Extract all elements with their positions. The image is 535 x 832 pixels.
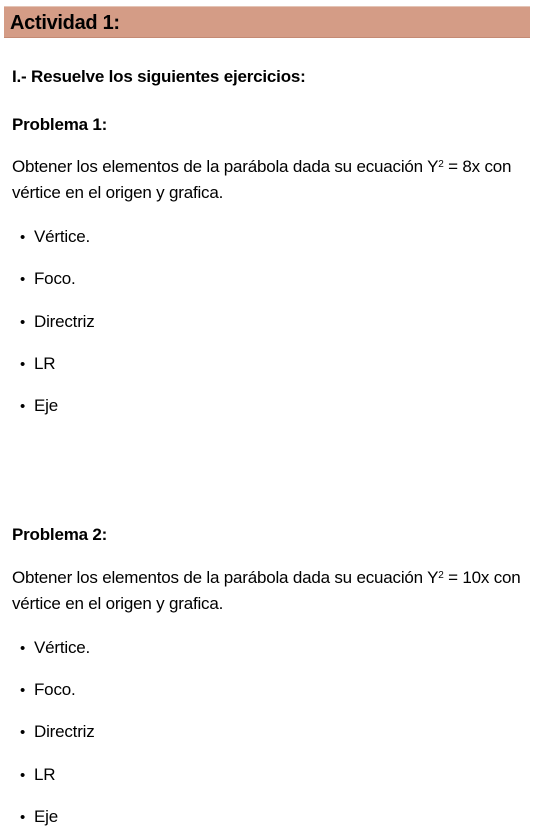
- list-item-label: Directriz: [34, 722, 95, 741]
- list-item: [20, 396, 58, 416]
- list-item-label: Directriz: [34, 312, 95, 331]
- bullet-icon: •: [20, 356, 26, 373]
- problem-2-statement-start: Obtener los elementos de la parábola dada su ecuación Y: [12, 568, 439, 587]
- list-item-label: Foco.: [34, 269, 76, 288]
- list-item-label: LR: [34, 354, 56, 373]
- list-item: [20, 354, 55, 374]
- bullet-icon: •: [20, 682, 26, 699]
- list-item: [20, 807, 58, 827]
- problem-1-statement: [12, 154, 527, 206]
- list-item: [20, 227, 90, 247]
- list-item: [20, 765, 55, 785]
- bullet-icon: •: [20, 640, 26, 657]
- list-item-label: Foco.: [34, 680, 76, 699]
- bullet-icon: •: [20, 809, 26, 826]
- activity-header: [4, 6, 530, 38]
- bullet-icon: •: [20, 271, 26, 288]
- list-item-label: LR: [34, 765, 56, 784]
- problem-2-title: Problema 2:: [12, 525, 108, 544]
- bullet-icon: •: [20, 398, 26, 415]
- list-item: [20, 638, 90, 658]
- list-item-label: Vértice.: [34, 227, 91, 246]
- bullet-icon: •: [20, 314, 26, 331]
- activity-title: Actividad 1:: [10, 12, 120, 34]
- bullet-icon: •: [20, 724, 26, 741]
- problem-2-statement-end: = 10x con vértice en el origen y grafica.: [12, 568, 521, 613]
- list-item-label: Eje: [34, 807, 58, 826]
- problem-1-exponent: 2: [438, 159, 444, 170]
- list-item-label: Eje: [34, 396, 58, 415]
- section-instruction: I.- Resuelve los siguientes ejercicios:: [12, 67, 306, 86]
- problem-2-statement: [12, 565, 527, 617]
- list-item: [20, 680, 76, 700]
- problem-1-title: Problema 1:: [12, 115, 108, 134]
- list-item: [20, 269, 76, 289]
- problem-1-statement-start: Obtener los elementos de la parábola dada su ecuación Y: [12, 157, 439, 176]
- problem-1-statement-end: = 8x con vértice en el origen y grafica.: [12, 157, 512, 202]
- list-item-label: Vértice.: [34, 638, 91, 657]
- problem-2-exponent: 2: [438, 570, 444, 581]
- list-item: [20, 722, 95, 742]
- bullet-icon: •: [20, 229, 26, 246]
- list-item: [20, 312, 95, 332]
- bullet-icon: •: [20, 767, 26, 784]
